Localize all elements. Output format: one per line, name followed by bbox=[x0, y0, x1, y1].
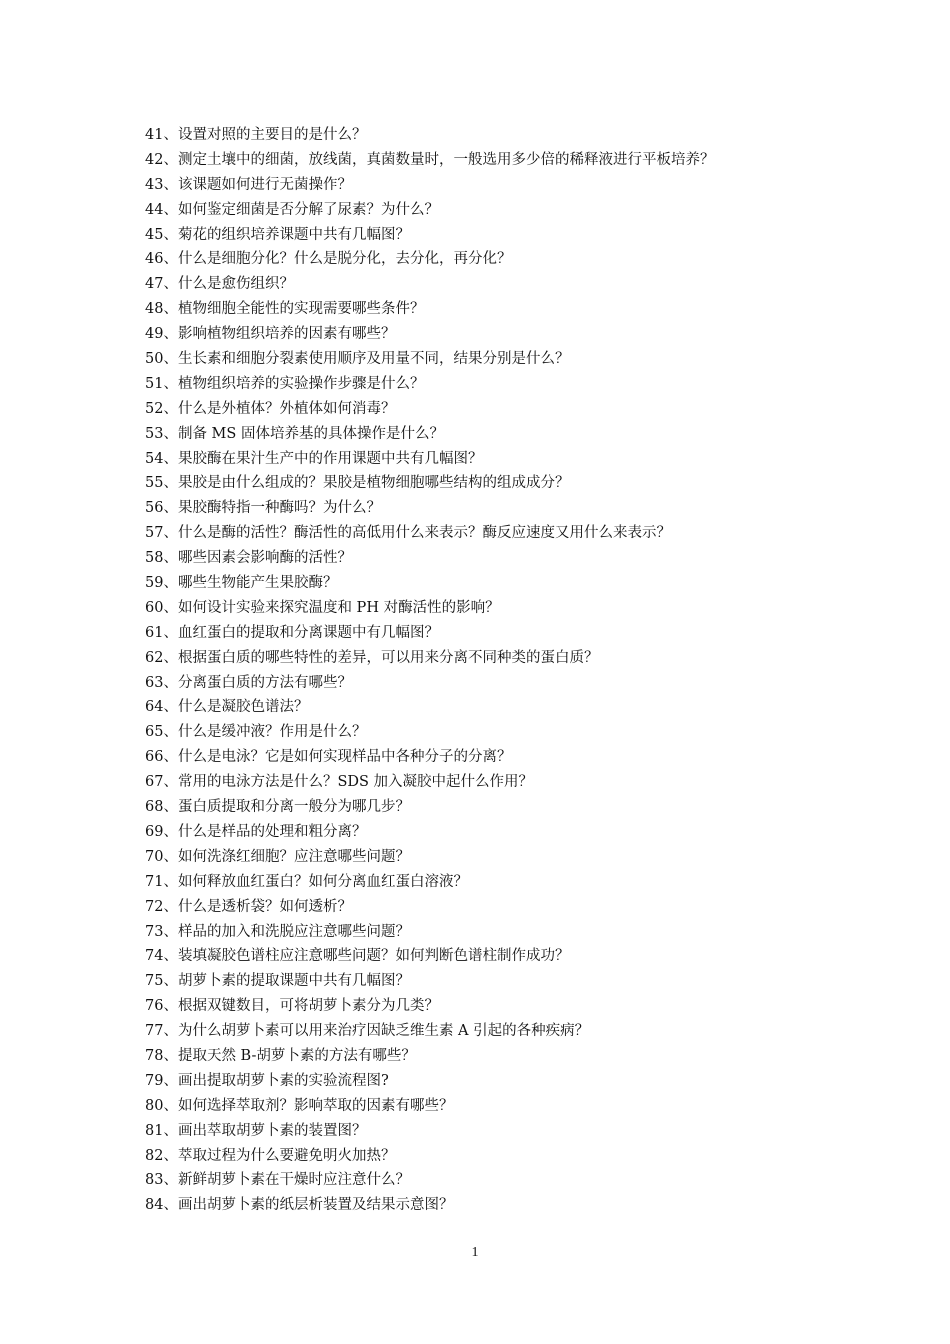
question-item: 76、根据双键数目，可将胡萝卜素分为几类？ bbox=[145, 998, 439, 1015]
question-item: 81、画出萃取胡萝卜素的装置图？ bbox=[145, 1122, 367, 1139]
question-item: 44、如何鉴定细菌是否分解了尿素？为什么？ bbox=[145, 201, 439, 218]
question-item: 56、果胶酶特指一种酶吗？为什么？ bbox=[145, 500, 381, 517]
question-item: 70、如何洗涤红细胞？应注意哪些问题？ bbox=[145, 848, 410, 865]
question-item: 51、植物组织培养的实验操作步骤是什么？ bbox=[145, 375, 425, 392]
question-item: 63、分离蛋白质的方法有哪些？ bbox=[145, 674, 352, 691]
question-item: 74、装填凝胶色谱柱应注意哪些问题？如何判断色谱柱制作成功？ bbox=[145, 948, 570, 965]
question-item: 43、该课题如何进行无菌操作？ bbox=[145, 176, 352, 193]
question-item: 42、测定土壤中的细菌，放线菌，真菌数量时，一般选用多少倍的稀释液进行平板培养？ bbox=[145, 151, 715, 168]
question-item: 46、什么是细胞分化？什么是脱分化，去分化，再分化？ bbox=[145, 251, 512, 268]
question-item: 80、如何选择萃取剂？影响萃取的因素有哪些？ bbox=[145, 1097, 454, 1114]
question-item: 45、菊花的组织培养课题中共有几幅图？ bbox=[145, 226, 410, 243]
question-item: 49、影响植物组织培养的因素有哪些？ bbox=[145, 326, 396, 343]
question-item: 75、胡萝卜素的提取课题中共有几幅图？ bbox=[145, 973, 410, 990]
question-item: 69、什么是样品的处理和粗分离？ bbox=[145, 823, 367, 840]
question-item: 83、新鲜胡萝卜素在干燥时应注意什么？ bbox=[145, 1172, 410, 1189]
question-item: 58、哪些因素会影响酶的活性？ bbox=[145, 550, 352, 567]
question-item: 57、什么是酶的活性？酶活性的高低用什么来表示？酶反应速度又用什么来表示？ bbox=[145, 525, 671, 542]
question-item: 73、样品的加入和洗脱应注意哪些问题？ bbox=[145, 923, 410, 940]
question-item: 68、蛋白质提取和分离一般分为哪几步？ bbox=[145, 799, 410, 816]
question-item: 82、萃取过程为什么要避免明火加热？ bbox=[145, 1147, 396, 1164]
question-item: 54、果胶酶在果汁生产中的作用课题中共有几幅图？ bbox=[145, 450, 483, 467]
question-item: 78、提取天然 B-胡萝卜素的方法有哪些？ bbox=[145, 1047, 416, 1064]
question-item: 65、什么是缓冲液？作用是什么？ bbox=[145, 724, 367, 741]
question-item: 84、画出胡萝卜素的纸层析装置及结果示意图？ bbox=[145, 1197, 454, 1214]
question-item: 41、设置对照的主要目的是什么？ bbox=[145, 127, 367, 143]
question-item: 60、如何设计实验来探究温度和 PH 对酶活性的影响？ bbox=[145, 599, 500, 616]
question-list bbox=[145, 123, 845, 1218]
question-item: 71、如何释放血红蛋白？如何分离血红蛋白溶液？ bbox=[145, 873, 468, 890]
question-item: 79、画出提取胡萝卜素的实验流程图? bbox=[145, 1072, 389, 1089]
question-item: 72、什么是透析袋？如何透析？ bbox=[145, 898, 352, 915]
question-item: 66、什么是电泳？它是如何实现样品中各种分子的分离？ bbox=[145, 749, 512, 766]
question-item: 61、血红蛋白的提取和分离课题中有几幅图？ bbox=[145, 624, 439, 641]
question-item: 62、根据蛋白质的哪些特性的差异，可以用来分离不同种类的蛋白质？ bbox=[145, 649, 599, 666]
question-item: 77、为什么胡萝卜素可以用来治疗因缺乏维生素 A 引起的各种疾病？ bbox=[145, 1023, 590, 1040]
page-number: 1 bbox=[471, 1245, 479, 1260]
question-item: 59、哪些生物能产生果胶酶？ bbox=[145, 575, 338, 592]
question-item: 67、常用的电泳方法是什么？SDS 加入凝胶中起什么作用？ bbox=[145, 774, 534, 791]
question-item: 50、生长素和细胞分裂素使用顺序及用量不同，结果分别是什么？ bbox=[145, 351, 570, 368]
question-item: 53、制备 MS 固体培养基的具体操作是什么？ bbox=[145, 425, 444, 442]
question-item: 64、什么是凝胶色谱法？ bbox=[145, 699, 309, 716]
question-item: 48、植物细胞全能性的实现需要哪些条件？ bbox=[145, 301, 425, 318]
question-item: 55、果胶是由什么组成的？果胶是植物细胞哪些结构的组成成分？ bbox=[145, 475, 570, 492]
question-item: 52、什么是外植体？外植体如何消毒？ bbox=[145, 400, 396, 417]
question-item: 47、什么是愈伤组织？ bbox=[145, 276, 294, 293]
